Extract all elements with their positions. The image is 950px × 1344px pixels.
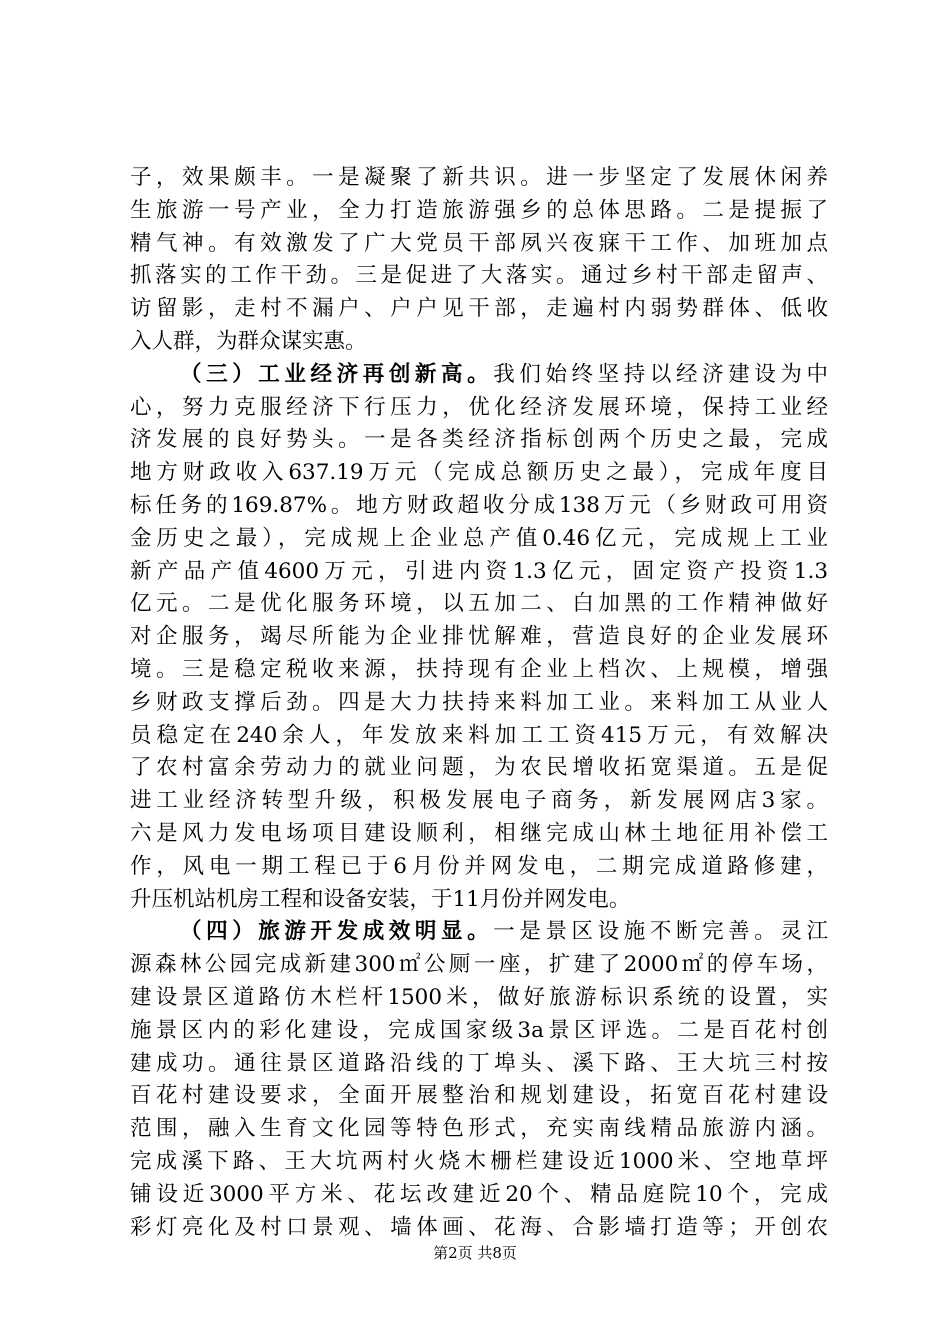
body-line: 金历史之最），完成规上企业总产值0.46亿元，完成规上工业 (130, 525, 828, 551)
body-line: 入人群，为群众谋实惠。 (130, 328, 367, 354)
body-line: 升压机站机房工程和设备安装，于11月份并网发电。 (130, 886, 631, 912)
body-line: 访留影，走村不漏户、户户见干部，走遍村内弱势群体、低收 (130, 296, 828, 322)
body-line: 标任务的169.87%。地方财政超收分成138万元（乡财政可用资 (130, 492, 828, 518)
page-number-footer: 第2页 共8页 (433, 1244, 517, 1262)
body-line: 乡财政支撑后劲。四是大力扶持来料加工业。来料加工从业人 (130, 689, 828, 715)
body-line: 地方财政收入637.19万元（完成总额历史之最），完成年度目 (130, 460, 828, 486)
body-line: 范围，融入生育文化园等特色形式，充实南线精品旅游内涵。 (130, 1116, 828, 1142)
body-line: 济发展的良好势头。一是各类经济指标创两个历史之最，完成 (130, 427, 828, 453)
body-line: 完成溪下路、王大坑两村火烧木栅栏建设近1000米、空地草坪 (130, 1148, 828, 1174)
body-line: 抓落实的工作干劲。三是促进了大落实。通过乡村干部走留声、 (130, 263, 828, 289)
section-heading-tourism: （四）旅游开发成效明显。 (180, 919, 494, 945)
body-line: 建成功。通往景区道路沿线的丁埠头、溪下路、王大坑三村按 (130, 1050, 828, 1076)
section-heading-industry: （三）工业经济再创新高。 (180, 361, 494, 387)
body-line: 六是风力发电场项目建设顺利，相继完成山林土地征用补偿工 (130, 820, 828, 846)
body-line: 新产品产值4600万元，引进内资1.3亿元，固定资产投资1.3 (130, 558, 828, 584)
body-line: 境。三是稳定税收来源，扶持现有企业上档次、上规模，增强 (130, 656, 828, 682)
body-line: 进工业经济转型升级，积极发展电子商务，新发展网店3家。 (130, 788, 828, 814)
body-line: 员稳定在240余人，年发放来料加工工资415万元，有效解决 (130, 722, 828, 748)
body-line: 铺设近3000平方米、花坛改建近20个、精品庭院10个，完成 (130, 1181, 828, 1207)
document-body (130, 162, 828, 1244)
body-line: 了农村富余劳动力的就业问题，为农民增收拓宽渠道。五是促 (130, 755, 828, 781)
body-line: 建设景区道路仿木栏杆1500米，做好旅游标识系统的设置，实 (130, 984, 828, 1010)
body-line: 百花村建设要求，全面开展整治和规划建设，拓宽百花村建设 (130, 1083, 828, 1109)
body-line: 彩灯亮化及村口景观、墙体画、花海、合影墙打造等；开创农 (130, 1214, 828, 1240)
body-line: 对企服务，竭尽所能为企业排忧解难，营造良好的企业发展环 (130, 624, 828, 650)
body-line: 生旅游一号产业，全力打造旅游强乡的总体思路。二是提振了 (130, 197, 828, 223)
body-line: 作，风电一期工程已于6月份并网发电，二期完成道路修建， (130, 853, 828, 879)
body-line: 源森林公园完成新建300㎡公厕一座，扩建了2000㎡的停车场， (130, 952, 828, 978)
section-heading-line: （四）旅游开发成效明显。一是景区设施不断完善。灵江 (180, 919, 828, 945)
body-line: 心，努力克服经济下行压力，优化经济发展环境，保持工业经 (130, 394, 828, 420)
body-line: 子，效果颇丰。一是凝聚了新共识。进一步坚定了发展休闲养 (130, 165, 828, 190)
body-line: 精气神。有效激发了广大党员干部夙兴夜寐干工作、加班加点 (130, 230, 828, 256)
body-line: 施景区内的彩化建设，完成国家级3a景区评选。二是百花村创 (130, 1017, 828, 1043)
section-heading-line: （三）工业经济再创新高。我们始终坚持以经济建设为中 (180, 361, 828, 387)
body-line: 亿元。二是优化服务环境，以五加二、白加黑的工作精神做好 (130, 591, 828, 617)
